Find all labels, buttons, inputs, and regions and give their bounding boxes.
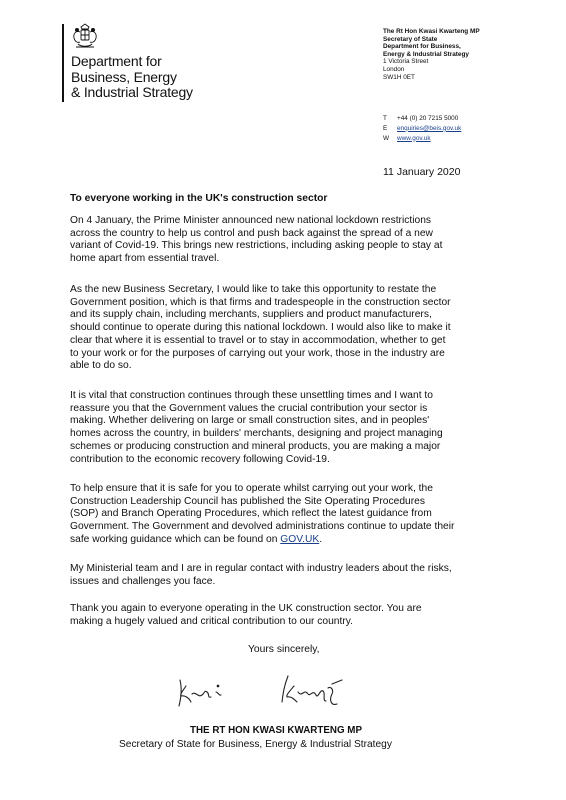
- contact-key: T: [383, 115, 387, 122]
- address-line: London: [383, 65, 405, 73]
- text-line: Thank you again to everyone operating in the UK construction sector. You are: [70, 603, 422, 614]
- text-line: contribution to the economic recovery following Covid-19.: [70, 453, 330, 465]
- letter-date: 11 January 2020: [383, 166, 461, 178]
- address-line: Energy & Industrial Strategy: [383, 50, 469, 58]
- address-line: SW1H 0ET: [383, 73, 415, 81]
- text-line: clear that where it is essential to travel or to stay in accommodation, whether to get: [70, 334, 446, 346]
- sender-address: [383, 28, 480, 81]
- text-line: making a hugely valued and critical contribution to our country.: [70, 615, 353, 627]
- contact-key: E: [383, 124, 388, 132]
- text-line: As the new Business Secretary, I would like to take this opportunity to restate the: [70, 284, 437, 295]
- department-line: & Industrial Strategy: [71, 84, 193, 100]
- salutation: To everyone working in the UK's construction sector: [70, 193, 328, 204]
- text-line: issues and challenges you face.: [70, 575, 216, 587]
- text-fragment: safe working guidance which can be found on: [70, 533, 278, 545]
- logo-rule: [62, 24, 64, 102]
- closing: Yours sincerely,: [248, 644, 320, 655]
- text-line: Government. The Government and devolved administrations continue to update their: [70, 521, 455, 533]
- paragraph-construction-vital: [70, 390, 511, 466]
- contact-phone: [383, 114, 461, 124]
- signatory-name: THE RT HON KWASI KWARTENG MP: [190, 725, 362, 736]
- department-line: Department for: [71, 53, 162, 69]
- text-line: across the country to help us control and push back against the spread of a new: [70, 227, 433, 239]
- email-link[interactable]: enquiries@beis.gov.uk: [397, 124, 462, 132]
- department-name: [71, 54, 193, 101]
- website-link[interactable]: www.gov.uk: [397, 134, 431, 142]
- text-line: reassure you that the Government values the crucial contribution your sector is: [70, 402, 428, 414]
- paragraph-government-position: [70, 284, 511, 373]
- department-logo: [62, 22, 222, 112]
- address-line: Department for Business,: [383, 43, 461, 51]
- text-line: to your work or for the purposes of carrying out your work, those in the industry are: [70, 347, 445, 359]
- text-fragment: .: [319, 533, 323, 545]
- text-line: and its supply chain, including merchants, suppliers and product manufacturers,: [70, 309, 432, 321]
- text-line: making. Whether delivering on large or small construction sites, and in peoples': [70, 415, 430, 427]
- text-line: schemes or producing construction and mineral products, you are making a major: [70, 440, 441, 452]
- text-line: It is vital that construction continues through these unsettling times and I want to: [70, 390, 433, 401]
- paragraph-lockdown: [70, 215, 511, 266]
- address-line: The Rt Hon Kwasi Kwarteng MP: [383, 28, 480, 35]
- contact-email: [383, 124, 461, 134]
- text-line: home apart from essential travel.: [70, 253, 220, 265]
- department-line: Business, Energy: [71, 68, 177, 85]
- phone-number: +44 (0) 20 7215 5000: [397, 115, 459, 122]
- text-line: (SOP) and Branch Operating Procedures, which reflect the latest guidance from: [70, 508, 432, 520]
- paragraph-thanks: [70, 603, 511, 628]
- address-line: 1 Victoria Street: [383, 58, 429, 66]
- paragraph-ministerial-contact: [70, 563, 511, 588]
- text-line: [70, 534, 511, 547]
- text-line: Construction Leadership Council has published the Site Operating Procedures: [70, 495, 425, 507]
- contact-key: W: [383, 134, 390, 142]
- text-line: Government position, which is that firms and tradespeople in the construction sector: [70, 296, 451, 308]
- handwritten-signature: [176, 670, 376, 712]
- text-line: On 4 January, the Prime Minister announced new national lockdown restrictions: [70, 215, 432, 226]
- signatory-title: Secretary of State for Business, Energy & Industrial Strategy: [119, 739, 392, 750]
- gov-uk-link[interactable]: GOV.UK: [280, 533, 320, 545]
- address-line: Secretary of State: [383, 35, 438, 43]
- text-line: should continue to operate during this national lockdown. I would also like to make it: [70, 322, 451, 334]
- text-line: My Ministerial team and I are in regular contact with industry leaders about the risks,: [70, 563, 452, 574]
- contact-details: [383, 114, 461, 143]
- paragraph-safe-operation: [70, 483, 511, 547]
- text-line: To help ensure that it is safe for you to operate whilst carrying out your work, the: [70, 483, 433, 494]
- contact-web: [383, 134, 461, 144]
- text-line: able to do so.: [70, 360, 132, 372]
- royal-coat-of-arms-icon: [70, 22, 100, 52]
- text-line: variant of Covid-19. This brings new restrictions, including asking people to stay at: [70, 240, 443, 252]
- text-line: homes across the country, in builders' merchants, designing and project managing: [70, 428, 443, 440]
